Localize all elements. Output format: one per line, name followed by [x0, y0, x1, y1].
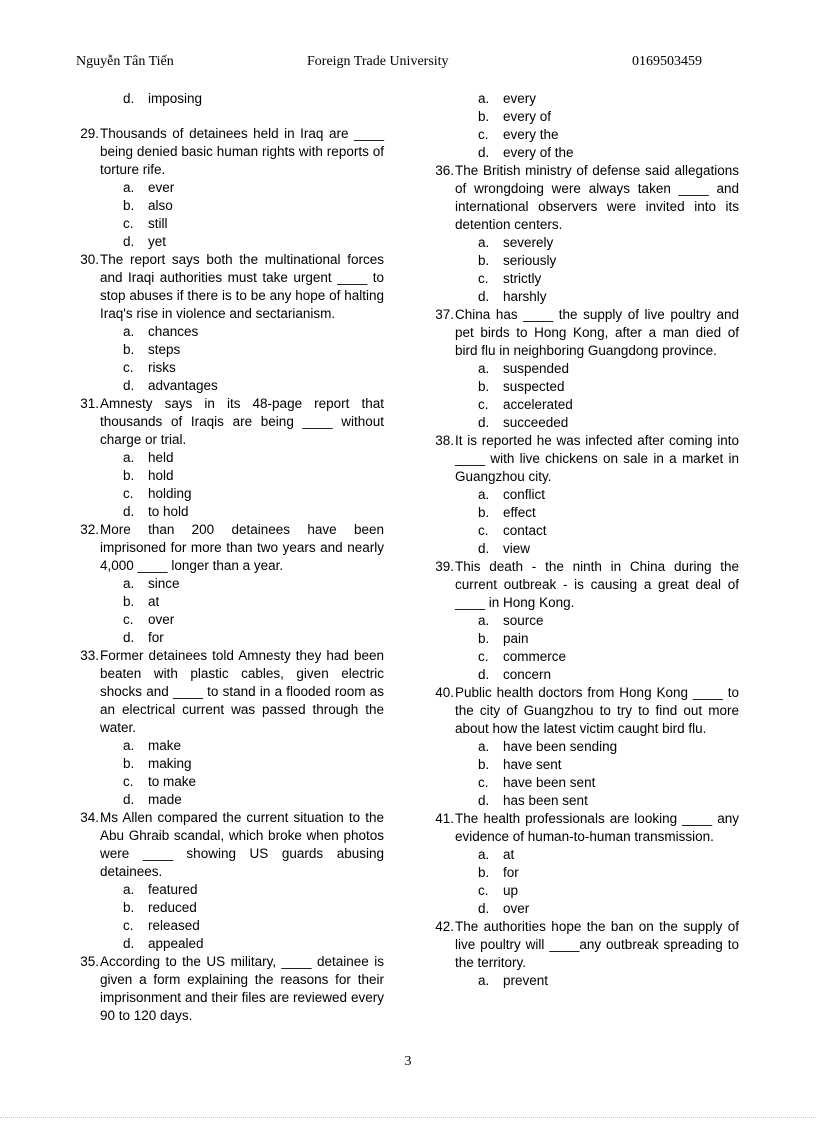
answer-option: [100, 575, 384, 593]
question-text: It is reported he was infected after coming into ____ with live chickens on sale in a market in Guangzhou city.: [455, 433, 739, 484]
author-name: Nguyễn Tân Tiến: [76, 54, 174, 69]
option-letter: c.: [478, 127, 489, 142]
option-letter: d.: [123, 792, 135, 807]
page-number: 3: [404, 1054, 412, 1069]
answer-option: [100, 737, 384, 755]
question-number: 42.: [435, 919, 454, 934]
answer-option: [455, 360, 739, 378]
answer-option: [100, 899, 384, 917]
question-number: 33.: [80, 648, 99, 663]
option-list: [455, 846, 739, 918]
option-list: [100, 881, 384, 953]
answer-option: [100, 917, 384, 935]
answer-option: [455, 522, 739, 540]
option-list: [100, 449, 384, 521]
question-text: This death - the ninth in China during the current outbreak - is causing a great deal of ____ in Hong Kong.: [455, 559, 739, 610]
right-column: [435, 90, 739, 990]
option-text: released: [148, 918, 200, 933]
answer-option: [100, 323, 384, 341]
option-letter: b.: [478, 109, 490, 124]
option-letter: d.: [123, 234, 135, 249]
option-text: making: [148, 756, 192, 771]
answer-option: [100, 935, 384, 953]
option-list: [455, 612, 739, 684]
question-number: 38.: [435, 433, 454, 448]
question-item: [435, 432, 739, 558]
option-text: harshly: [503, 289, 547, 304]
option-list: [455, 972, 739, 990]
option-letter: d.: [123, 504, 135, 519]
answer-option: [455, 288, 739, 306]
question-number: 34.: [80, 810, 99, 825]
answer-option: [455, 756, 739, 774]
answer-option: [100, 611, 384, 629]
question-number: 35.: [80, 954, 99, 969]
option-text: strictly: [503, 271, 542, 286]
option-text: advantages: [148, 378, 218, 393]
question-number: 37.: [435, 307, 454, 322]
answer-option: [100, 359, 384, 377]
answer-option: [100, 449, 384, 467]
option-text: featured: [148, 882, 198, 897]
option-text: contact: [503, 523, 547, 538]
option-text: every of: [503, 109, 552, 124]
option-text: pain: [503, 631, 529, 646]
question-text: Amnesty says in its 48-page report that thousands of Iraqis are being ____ without charge or trial.: [100, 396, 384, 447]
question-text: China has ____ the supply of live poultry and pet birds to Hong Kong, after a man died of bird flu in neighboring Guangdong province.: [455, 307, 739, 358]
answer-option: [455, 900, 739, 918]
question-item: [80, 395, 384, 521]
question-item: [435, 558, 739, 684]
option-letter: d.: [478, 541, 490, 556]
option-text: up: [503, 883, 519, 898]
option-letter: c.: [478, 523, 489, 538]
option-letter: b.: [123, 900, 135, 915]
option-letter: a.: [123, 576, 135, 591]
option-list: [455, 360, 739, 432]
option-text: source: [503, 613, 544, 628]
question-item: [80, 521, 384, 647]
answer-option: [455, 396, 739, 414]
answer-option: [455, 612, 739, 630]
option-text: at: [148, 594, 160, 609]
answer-option: [100, 377, 384, 395]
answer-option: [100, 341, 384, 359]
option-text: every: [503, 91, 537, 106]
answer-option: [455, 864, 739, 882]
option-text: every of the: [503, 145, 574, 160]
answer-option: [455, 90, 739, 108]
option-letter: c.: [478, 649, 489, 664]
option-text: holding: [148, 486, 192, 501]
option-text: have been sending: [503, 739, 618, 754]
question-number: 31.: [80, 396, 99, 411]
option-list: [100, 179, 384, 251]
option-text: seriously: [503, 253, 557, 268]
option-text: risks: [148, 360, 176, 375]
option-letter: c.: [123, 774, 134, 789]
option-letter: c.: [478, 775, 489, 790]
question-item: [435, 162, 739, 306]
question-item: [435, 918, 739, 990]
option-letter: b.: [123, 468, 135, 483]
option-text: conflict: [503, 487, 546, 502]
question-text: According to the US military, ____ detainee is given a form explaining the reasons for their imprisonment and their files are reviewed every 90 to 120 days.: [100, 954, 384, 1023]
question-text: The authorities hope the ban on the supply of live poultry will ____any outbreak spreading to the territory.: [455, 919, 739, 970]
option-text: also: [148, 198, 173, 213]
option-letter: b.: [478, 379, 490, 394]
option-text: have sent: [503, 757, 562, 772]
answer-option: [455, 648, 739, 666]
option-letter: d.: [478, 145, 490, 160]
option-letter: a.: [478, 235, 490, 250]
option-letter: d.: [478, 667, 490, 682]
question-item: [435, 810, 739, 918]
question-text: Former detainees told Amnesty they had been beaten with plastic cables, given electric shocks and ____ to stand in a flooded room as an electrical current was passed through the water.: [100, 648, 384, 735]
option-letter: a.: [478, 613, 490, 628]
option-text: made: [148, 792, 182, 807]
option-text: suspended: [503, 361, 570, 376]
answer-option: [455, 540, 739, 558]
option-text: reduced: [148, 900, 197, 915]
option-text: suspected: [503, 379, 565, 394]
question-item: [435, 684, 739, 810]
question-number: 30.: [80, 252, 99, 267]
option-letter: c.: [123, 360, 134, 375]
carryover-option: [100, 90, 384, 108]
answer-option: [100, 503, 384, 521]
option-text: still: [148, 216, 168, 231]
option-letter: d.: [123, 378, 135, 393]
option-letter: b.: [478, 505, 490, 520]
question-text: The health professionals are looking ____ any evidence of human-to-human transmission.: [455, 811, 739, 844]
answer-option: [100, 233, 384, 251]
question-number: 40.: [435, 685, 454, 700]
option-text: succeeded: [503, 415, 569, 430]
option-letter: d.: [123, 936, 135, 951]
answer-option: [455, 252, 739, 270]
option-text: yet: [148, 234, 167, 249]
option-text: over: [148, 612, 175, 627]
answer-option: [455, 144, 739, 162]
option-letter: d.: [478, 415, 490, 430]
option-text: prevent: [503, 973, 549, 988]
answer-option: [455, 270, 739, 288]
answer-option: [100, 593, 384, 611]
option-letter: d.: [123, 91, 135, 106]
option-list: [100, 737, 384, 809]
option-text: view: [503, 541, 531, 556]
option-letter: a.: [123, 738, 135, 753]
option-letter: a.: [478, 973, 490, 988]
answer-option: [100, 755, 384, 773]
answer-option: [100, 881, 384, 899]
option-list: [455, 234, 739, 306]
answer-option: [455, 792, 739, 810]
option-text: imposing: [148, 91, 203, 106]
answer-option: [455, 774, 739, 792]
question-text: More than 200 detainees have been imprisoned for more than two years and nearly 4,000 ____ longer than a year.: [100, 522, 384, 573]
option-text: make: [148, 738, 182, 753]
answer-option: [100, 215, 384, 233]
question-text: Ms Allen compared the current situation to the Abu Ghraib scandal, which broke when photos were ____ showing US guards abusing detainees.: [100, 810, 384, 879]
option-letter: b.: [123, 342, 135, 357]
option-text: to make: [148, 774, 197, 789]
answer-option: [100, 197, 384, 215]
answer-option: [100, 179, 384, 197]
option-list: [100, 323, 384, 395]
option-text: held: [148, 450, 174, 465]
answer-option: [455, 972, 739, 990]
option-text: commerce: [503, 649, 567, 664]
option-letter: a.: [478, 361, 490, 376]
option-text: effect: [503, 505, 536, 520]
option-letter: b.: [123, 756, 135, 771]
carryover-options: [455, 90, 739, 162]
option-text: hold: [148, 468, 174, 483]
question-item: [80, 125, 384, 251]
option-letter: c.: [123, 918, 134, 933]
option-letter: a.: [478, 847, 490, 862]
phone-number: 0169503459: [632, 54, 702, 69]
right-question-list: [435, 162, 739, 990]
answer-option: [455, 738, 739, 756]
option-text: concern: [503, 667, 552, 682]
option-text: severely: [503, 235, 554, 250]
question-item: [80, 953, 384, 1025]
option-letter: a.: [478, 487, 490, 502]
question-number: 32.: [80, 522, 99, 537]
answer-option: [455, 486, 739, 504]
option-text: steps: [148, 342, 181, 357]
option-letter: d.: [478, 793, 490, 808]
option-letter: b.: [478, 865, 490, 880]
option-letter: d.: [478, 901, 490, 916]
spacer: [100, 108, 384, 125]
question-number: 41.: [435, 811, 454, 826]
question-number: 29.: [80, 126, 99, 141]
question-text: Thousands of detainees held in Iraq are ____ being denied basic human rights with reports of torture rife.: [100, 126, 384, 177]
answer-option: [100, 467, 384, 485]
question-item: [80, 251, 384, 395]
answer-option: [100, 773, 384, 791]
option-letter: a.: [123, 324, 135, 339]
answer-option: [100, 485, 384, 503]
option-letter: b.: [478, 631, 490, 646]
option-letter: b.: [123, 594, 135, 609]
answer-option: [455, 378, 739, 396]
option-text: appealed: [148, 936, 204, 951]
answer-option: [455, 234, 739, 252]
left-column: [80, 90, 384, 1025]
answer-option: [455, 414, 739, 432]
option-text: have been sent: [503, 775, 596, 790]
question-text: Public health doctors from Hong Kong ____ to the city of Guangzhou to try to find out more about how the latest victim caught bird flu.: [455, 685, 739, 736]
option-letter: c.: [123, 486, 134, 501]
option-letter: a.: [478, 739, 490, 754]
option-letter: c.: [123, 612, 134, 627]
option-letter: d.: [123, 630, 135, 645]
answer-option: [455, 630, 739, 648]
option-letter: c.: [478, 397, 489, 412]
question-text: The British ministry of defense said allegations of wrongdoing were always taken ____ and international observers were invited into its detention centers.: [455, 163, 739, 232]
option-text: for: [503, 865, 519, 880]
answer-option: [100, 629, 384, 647]
option-letter: d.: [478, 289, 490, 304]
option-letter: c.: [478, 883, 489, 898]
answer-option: [455, 504, 739, 522]
option-letter: c.: [123, 216, 134, 231]
option-text: over: [503, 901, 530, 916]
question-item: [435, 306, 739, 432]
institution-name: Foreign Trade University: [307, 54, 449, 69]
option-list: [455, 486, 739, 558]
page-bottom-divider: [0, 1117, 816, 1118]
option-text: to hold: [148, 504, 189, 519]
question-item: [80, 647, 384, 809]
option-letter: a.: [123, 882, 135, 897]
left-question-list: [80, 125, 384, 1025]
answer-option: [100, 791, 384, 809]
option-list: [100, 575, 384, 647]
answer-option: [455, 846, 739, 864]
answer-option: [455, 108, 739, 126]
question-item: [80, 809, 384, 953]
option-text: accelerated: [503, 397, 573, 412]
option-letter: a.: [478, 91, 490, 106]
option-text: for: [148, 630, 164, 645]
option-letter: c.: [478, 271, 489, 286]
option-letter: b.: [478, 253, 490, 268]
answer-option: [455, 666, 739, 684]
option-text: ever: [148, 180, 175, 195]
option-letter: b.: [123, 198, 135, 213]
option-text: every the: [503, 127, 559, 142]
option-text: has been sent: [503, 793, 588, 808]
page-header: [76, 54, 702, 74]
option-text: chances: [148, 324, 199, 339]
option-list: [455, 738, 739, 810]
option-text: at: [503, 847, 515, 862]
question-text: The report says both the multinational forces and Iraqi authorities must take urgent ____ to stop abuses if there is to be any hope of halting Iraq's rise in violence and sectarianism.: [100, 252, 384, 321]
option-letter: b.: [478, 757, 490, 772]
answer-option: [455, 126, 739, 144]
option-letter: a.: [123, 180, 135, 195]
option-text: since: [148, 576, 180, 591]
question-number: 39.: [435, 559, 454, 574]
question-number: 36.: [435, 163, 454, 178]
answer-option: [455, 882, 739, 900]
option-letter: a.: [123, 450, 135, 465]
